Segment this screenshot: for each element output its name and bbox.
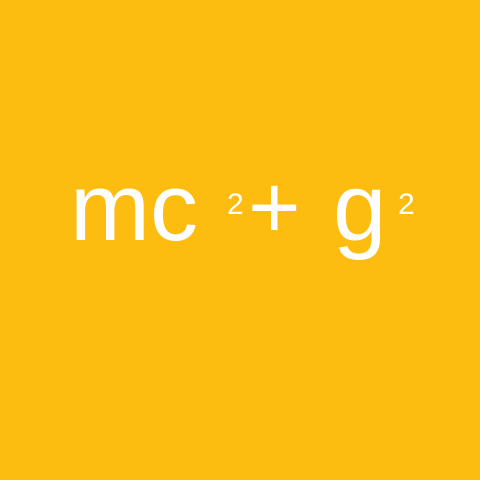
formula-exponent-1: 2: [227, 188, 244, 221]
formula-plus-operator: +: [248, 158, 301, 258]
formula-term-g: g: [333, 154, 387, 261]
formula-term-mc: mc: [70, 154, 198, 261]
formula-exponent-2: 2: [398, 188, 415, 221]
